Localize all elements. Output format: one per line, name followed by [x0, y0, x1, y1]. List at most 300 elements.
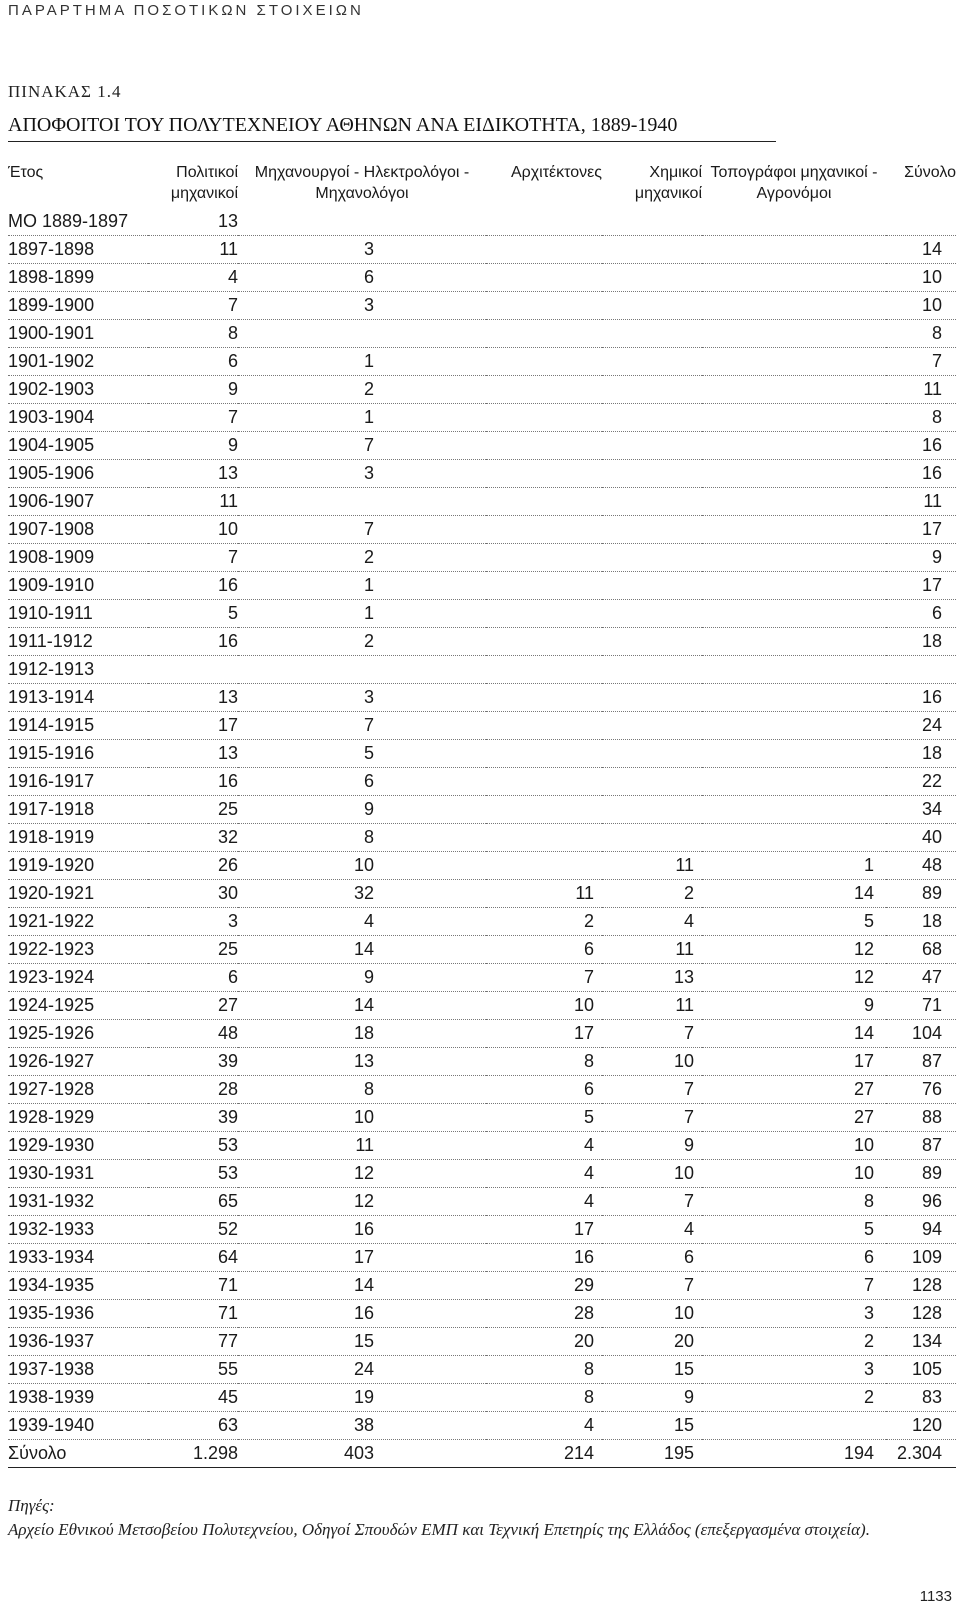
cell-arch	[486, 544, 602, 572]
cell-survey: 17	[702, 1048, 886, 1076]
cell-arch	[486, 740, 602, 768]
cell-survey	[702, 712, 886, 740]
cell-civil: 52	[148, 1216, 238, 1244]
cell-total: 89	[886, 880, 956, 908]
cell-total: 87	[886, 1132, 956, 1160]
cell-chem: 7	[602, 1188, 702, 1216]
cell-survey: 14	[702, 1020, 886, 1048]
cell-year: 1922-1923	[8, 936, 148, 964]
cell-year: 1932-1933	[8, 1216, 148, 1244]
table-row	[8, 628, 956, 656]
cell-civil: 11	[148, 236, 238, 264]
cell-total: 34	[886, 796, 956, 824]
cell-mech: 403	[238, 1440, 486, 1468]
table-row	[8, 264, 956, 292]
table-body	[8, 208, 956, 1468]
cell-total: 128	[886, 1272, 956, 1300]
cell-arch: 4	[486, 1412, 602, 1440]
table-row	[8, 1104, 956, 1132]
cell-year: 1907-1908	[8, 516, 148, 544]
cell-mech: 12	[238, 1160, 486, 1188]
cell-civil: 55	[148, 1356, 238, 1384]
cell-total: 10	[886, 292, 956, 320]
cell-civil: 63	[148, 1412, 238, 1440]
cell-total: 6	[886, 600, 956, 628]
cell-civil: 27	[148, 992, 238, 1020]
cell-survey	[702, 768, 886, 796]
cell-arch: 28	[486, 1300, 602, 1328]
table-row	[8, 992, 956, 1020]
cell-chem	[602, 432, 702, 460]
cell-chem	[602, 544, 702, 572]
cell-year: 1931-1932	[8, 1188, 148, 1216]
cell-mech: 1	[238, 348, 486, 376]
cell-survey	[702, 320, 886, 348]
cell-chem	[602, 740, 702, 768]
cell-arch	[486, 404, 602, 432]
cell-chem	[602, 628, 702, 656]
cell-mech: 7	[238, 432, 486, 460]
cell-civil: 53	[148, 1160, 238, 1188]
cell-chem: 7	[602, 1104, 702, 1132]
cell-chem: 15	[602, 1356, 702, 1384]
cell-arch: 29	[486, 1272, 602, 1300]
cell-total	[886, 208, 956, 236]
cell-survey	[702, 488, 886, 516]
cell-year: 1934-1935	[8, 1272, 148, 1300]
cell-survey	[702, 236, 886, 264]
cell-year: 1936-1937	[8, 1328, 148, 1356]
cell-year: 1897-1898	[8, 236, 148, 264]
cell-chem: 7	[602, 1076, 702, 1104]
cell-total: 89	[886, 1160, 956, 1188]
cell-arch	[486, 516, 602, 544]
cell-year: 1904-1905	[8, 432, 148, 460]
cell-civil: 71	[148, 1300, 238, 1328]
table-row	[8, 432, 956, 460]
cell-arch: 214	[486, 1440, 602, 1468]
cell-survey: 14	[702, 880, 886, 908]
cell-arch	[486, 460, 602, 488]
cell-civil: 3	[148, 908, 238, 936]
cell-total: 9	[886, 544, 956, 572]
table-row	[8, 1328, 956, 1356]
cell-year: 1920-1921	[8, 880, 148, 908]
cell-arch	[486, 600, 602, 628]
running-head: ΠΑΡΑΡΤΗΜΑ ΠΟΣΟΤΙΚΩΝ ΣΤΟΙΧΕΙΩΝ	[8, 2, 364, 19]
cell-chem	[602, 236, 702, 264]
cell-survey	[702, 628, 886, 656]
cell-mech: 3	[238, 292, 486, 320]
cell-total: 2.304	[886, 1440, 956, 1468]
cell-civil: 13	[148, 740, 238, 768]
cell-arch	[486, 572, 602, 600]
cell-civil: 16	[148, 572, 238, 600]
cell-chem: 10	[602, 1160, 702, 1188]
cell-civil: 7	[148, 544, 238, 572]
cell-mech: 12	[238, 1188, 486, 1216]
cell-total: 128	[886, 1300, 956, 1328]
table-row	[8, 1076, 956, 1104]
cell-chem	[602, 712, 702, 740]
cell-civil: 39	[148, 1104, 238, 1132]
cell-year: ΜΟ 1889-1897	[8, 208, 148, 236]
table-row	[8, 1300, 956, 1328]
cell-mech: 1	[238, 404, 486, 432]
cell-survey: 194	[702, 1440, 886, 1468]
cell-year: 1903-1904	[8, 404, 148, 432]
cell-chem: 7	[602, 1020, 702, 1048]
cell-civil: 11	[148, 488, 238, 516]
cell-survey	[702, 432, 886, 460]
header-mech	[238, 162, 486, 208]
cell-survey	[702, 404, 886, 432]
cell-total: 17	[886, 516, 956, 544]
table-row	[8, 1272, 956, 1300]
cell-mech	[238, 656, 486, 684]
cell-arch: 20	[486, 1328, 602, 1356]
cell-survey: 10	[702, 1160, 886, 1188]
cell-arch	[486, 348, 602, 376]
cell-chem: 9	[602, 1384, 702, 1412]
total-row	[8, 1440, 956, 1468]
cell-year: 1937-1938	[8, 1356, 148, 1384]
cell-chem	[602, 264, 702, 292]
table-row	[8, 1048, 956, 1076]
header-survey-line2: Αγρονόμοι	[756, 185, 832, 202]
header-arch	[486, 162, 602, 208]
cell-arch	[486, 292, 602, 320]
cell-mech: 11	[238, 1132, 486, 1160]
cell-civil: 65	[148, 1188, 238, 1216]
cell-total: 7	[886, 348, 956, 376]
cell-mech: 32	[238, 880, 486, 908]
cell-arch	[486, 824, 602, 852]
cell-survey	[702, 796, 886, 824]
cell-total: 109	[886, 1244, 956, 1272]
cell-arch: 7	[486, 964, 602, 992]
cell-mech: 6	[238, 264, 486, 292]
cell-total: 94	[886, 1216, 956, 1244]
table-row	[8, 1384, 956, 1412]
cell-survey	[702, 264, 886, 292]
table-row	[8, 796, 956, 824]
cell-total: 24	[886, 712, 956, 740]
cell-mech: 3	[238, 684, 486, 712]
cell-total: 76	[886, 1076, 956, 1104]
cell-year: 1925-1926	[8, 1020, 148, 1048]
header-chem-line1: Χημικοί	[649, 164, 702, 181]
header-chem	[602, 162, 702, 208]
cell-civil: 13	[148, 208, 238, 236]
cell-arch: 6	[486, 936, 602, 964]
cell-chem: 2	[602, 880, 702, 908]
cell-year: 1909-1910	[8, 572, 148, 600]
cell-arch: 6	[486, 1076, 602, 1104]
cell-survey: 12	[702, 964, 886, 992]
cell-chem: 6	[602, 1244, 702, 1272]
cell-civil: 8	[148, 320, 238, 348]
page-number: 1133	[919, 1588, 952, 1605]
cell-arch	[486, 264, 602, 292]
cell-civil: 32	[148, 824, 238, 852]
cell-chem	[602, 768, 702, 796]
header-arch-label: Αρχιτέκτονες	[510, 164, 602, 181]
cell-total: 18	[886, 628, 956, 656]
cell-year: 1919-1920	[8, 852, 148, 880]
cell-chem	[602, 600, 702, 628]
table-row	[8, 852, 956, 880]
cell-year: 1917-1918	[8, 796, 148, 824]
cell-total: 8	[886, 320, 956, 348]
cell-civil: 1.298	[148, 1440, 238, 1468]
cell-total: 88	[886, 1104, 956, 1132]
graduates-table	[8, 162, 956, 1468]
cell-mech: 17	[238, 1244, 486, 1272]
cell-chem: 7	[602, 1272, 702, 1300]
cell-total: 48	[886, 852, 956, 880]
cell-mech: 2	[238, 544, 486, 572]
cell-total: 96	[886, 1188, 956, 1216]
cell-arch	[486, 796, 602, 824]
cell-mech: 6	[238, 768, 486, 796]
table-row	[8, 1356, 956, 1384]
cell-survey: 9	[702, 992, 886, 1020]
cell-chem: 11	[602, 936, 702, 964]
table-row	[8, 768, 956, 796]
cell-arch: 4	[486, 1132, 602, 1160]
header-year	[8, 162, 148, 208]
cell-survey: 27	[702, 1104, 886, 1132]
header-chem-line2: μηχανικοί	[634, 185, 702, 202]
cell-mech: 8	[238, 1076, 486, 1104]
cell-year: 1921-1922	[8, 908, 148, 936]
cell-civil: 25	[148, 936, 238, 964]
table-row	[8, 880, 956, 908]
cell-mech	[238, 208, 486, 236]
table-row	[8, 1216, 956, 1244]
cell-arch: 10	[486, 992, 602, 1020]
cell-chem	[602, 824, 702, 852]
cell-arch: 2	[486, 908, 602, 936]
table-row	[8, 208, 956, 236]
sources-text: Αρχείο Εθνικού Μετσοβείου Πολυτεχνείου, Οδηγοί Σπουδών ΕΜΠ και Τεχνική Επετηρίς της Ελλάδος (επεξεργασμένα στοιχεία).	[8, 1520, 870, 1539]
cell-total: 18	[886, 908, 956, 936]
cell-year: 1938-1939	[8, 1384, 148, 1412]
cell-survey: 2	[702, 1328, 886, 1356]
cell-civil: 64	[148, 1244, 238, 1272]
cell-total: 17	[886, 572, 956, 600]
cell-mech: 38	[238, 1412, 486, 1440]
cell-total	[886, 656, 956, 684]
cell-year: 1915-1916	[8, 740, 148, 768]
header-total-label: Σύνολο	[904, 164, 956, 181]
header-total	[886, 162, 956, 208]
cell-chem	[602, 572, 702, 600]
cell-year: 1923-1924	[8, 964, 148, 992]
cell-total: 40	[886, 824, 956, 852]
cell-year: 1935-1936	[8, 1300, 148, 1328]
cell-civil: 7	[148, 404, 238, 432]
table-row	[8, 404, 956, 432]
cell-total: 8	[886, 404, 956, 432]
cell-survey	[702, 516, 886, 544]
cell-year: 1898-1899	[8, 264, 148, 292]
cell-chem: 10	[602, 1300, 702, 1328]
table-row	[8, 572, 956, 600]
cell-survey: 5	[702, 908, 886, 936]
table-row	[8, 488, 956, 516]
table-row	[8, 936, 956, 964]
header-mech-line2: Μηχανολόγοι	[315, 185, 409, 202]
cell-civil: 13	[148, 460, 238, 488]
cell-chem	[602, 796, 702, 824]
table-title: ΑΠΟΦΟΙΤΟΙ ΤΟΥ ΠΟΛΥΤΕΧΝΕΙΟΥ ΑΘΗΝΩΝ ΑΝΑ ΕΙΔΙΚΟΤΗΤΑ, 1889-1940	[8, 114, 678, 136]
cell-arch	[486, 656, 602, 684]
cell-year: 1914-1915	[8, 712, 148, 740]
cell-civil: 53	[148, 1132, 238, 1160]
cell-civil: 5	[148, 600, 238, 628]
cell-arch: 16	[486, 1244, 602, 1272]
cell-year: 1916-1917	[8, 768, 148, 796]
cell-mech: 3	[238, 236, 486, 264]
table-row	[8, 740, 956, 768]
table-row	[8, 1132, 956, 1160]
cell-chem	[602, 404, 702, 432]
table-row	[8, 600, 956, 628]
cell-mech: 16	[238, 1300, 486, 1328]
cell-survey: 3	[702, 1356, 886, 1384]
cell-arch: 4	[486, 1160, 602, 1188]
cell-survey	[702, 740, 886, 768]
cell-chem	[602, 320, 702, 348]
cell-survey	[702, 348, 886, 376]
table-header	[8, 162, 956, 208]
table-row	[8, 1160, 956, 1188]
cell-year: Σύνολο	[8, 1440, 148, 1468]
cell-total: 71	[886, 992, 956, 1020]
header-survey	[702, 162, 886, 208]
cell-total: 22	[886, 768, 956, 796]
cell-mech: 16	[238, 1216, 486, 1244]
cell-civil: 13	[148, 684, 238, 712]
cell-mech: 8	[238, 824, 486, 852]
cell-total: 10	[886, 264, 956, 292]
cell-mech: 1	[238, 600, 486, 628]
table-row	[8, 1412, 956, 1440]
header-year-label: Έτος	[8, 164, 44, 181]
cell-arch	[486, 628, 602, 656]
cell-year: 1933-1934	[8, 1244, 148, 1272]
cell-survey	[702, 1412, 886, 1440]
cell-year: 1906-1907	[8, 488, 148, 516]
table-row	[8, 684, 956, 712]
cell-arch: 5	[486, 1104, 602, 1132]
cell-total: 120	[886, 1412, 956, 1440]
cell-arch	[486, 768, 602, 796]
header-mech-line1: Μηχανουργοί - Ηλεκτρολόγοι -	[254, 164, 470, 181]
cell-survey	[702, 208, 886, 236]
cell-year: 1901-1902	[8, 348, 148, 376]
table-row	[8, 656, 956, 684]
cell-mech: 15	[238, 1328, 486, 1356]
cell-survey: 6	[702, 1244, 886, 1272]
cell-total: 16	[886, 684, 956, 712]
cell-total: 16	[886, 460, 956, 488]
cell-arch	[486, 488, 602, 516]
cell-mech: 14	[238, 936, 486, 964]
cell-civil: 26	[148, 852, 238, 880]
cell-survey	[702, 544, 886, 572]
cell-survey	[702, 824, 886, 852]
cell-chem: 9	[602, 1132, 702, 1160]
table-row	[8, 236, 956, 264]
cell-total: 87	[886, 1048, 956, 1076]
cell-year: 1918-1919	[8, 824, 148, 852]
title-rule	[8, 141, 776, 142]
cell-arch	[486, 432, 602, 460]
cell-chem	[602, 516, 702, 544]
cell-survey: 27	[702, 1076, 886, 1104]
cell-arch	[486, 376, 602, 404]
cell-civil: 28	[148, 1076, 238, 1104]
table-row	[8, 348, 956, 376]
cell-civil: 16	[148, 628, 238, 656]
cell-mech: 9	[238, 796, 486, 824]
cell-survey: 2	[702, 1384, 886, 1412]
cell-chem	[602, 292, 702, 320]
cell-mech: 10	[238, 1104, 486, 1132]
header-civil	[148, 162, 238, 208]
cell-survey: 10	[702, 1132, 886, 1160]
cell-mech: 2	[238, 376, 486, 404]
table-row	[8, 964, 956, 992]
table-number: ΠΙΝΑΚΑΣ 1.4	[8, 82, 122, 101]
cell-year: 1930-1931	[8, 1160, 148, 1188]
cell-year: 1912-1913	[8, 656, 148, 684]
cell-mech: 2	[238, 628, 486, 656]
table-row	[8, 544, 956, 572]
cell-chem	[602, 348, 702, 376]
cell-mech: 24	[238, 1356, 486, 1384]
cell-civil: 71	[148, 1272, 238, 1300]
cell-year: 1929-1930	[8, 1132, 148, 1160]
cell-total: 68	[886, 936, 956, 964]
cell-chem: 4	[602, 1216, 702, 1244]
cell-survey	[702, 572, 886, 600]
cell-mech: 10	[238, 852, 486, 880]
cell-mech: 7	[238, 712, 486, 740]
cell-arch: 8	[486, 1384, 602, 1412]
cell-mech: 14	[238, 1272, 486, 1300]
cell-year: 1913-1914	[8, 684, 148, 712]
cell-total: 14	[886, 236, 956, 264]
cell-total: 11	[886, 488, 956, 516]
cell-chem: 11	[602, 852, 702, 880]
cell-civil: 39	[148, 1048, 238, 1076]
cell-arch	[486, 236, 602, 264]
cell-chem: 15	[602, 1412, 702, 1440]
cell-mech: 4	[238, 908, 486, 936]
table-row	[8, 712, 956, 740]
cell-chem	[602, 656, 702, 684]
cell-chem	[602, 684, 702, 712]
cell-civil: 25	[148, 796, 238, 824]
cell-total: 18	[886, 740, 956, 768]
cell-mech: 3	[238, 460, 486, 488]
cell-survey	[702, 656, 886, 684]
cell-arch	[486, 852, 602, 880]
